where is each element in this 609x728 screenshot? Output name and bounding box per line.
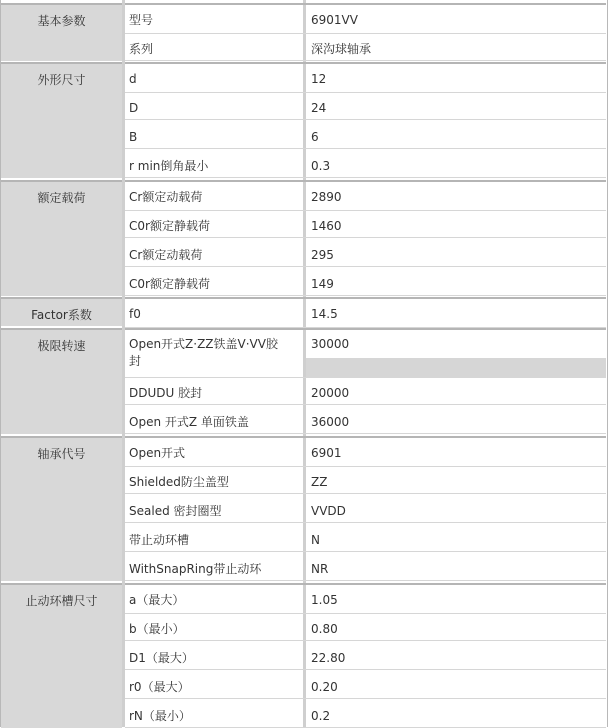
param-name: rN（最小） [129, 709, 191, 723]
param-name: Open开式Z·ZZ铁盖V·VV胶封 [129, 337, 278, 368]
param-name: Open开式 [129, 446, 186, 460]
param-value: 0.2 [311, 709, 331, 723]
group-cell [1, 3, 122, 61]
shaded-cell [306, 358, 606, 377]
param-value: 22.80 [311, 651, 346, 665]
param-name: r min倒角最小 [129, 159, 209, 173]
param-value: N [311, 533, 320, 547]
param-name: 带止动环槽 [129, 533, 190, 547]
param-name: Open 开式Z 单面铁盖 [129, 415, 249, 429]
param-value: 0.20 [311, 680, 338, 694]
param-value: 6901 [311, 446, 342, 460]
group-cell [1, 297, 122, 326]
param-value: 0.80 [311, 622, 338, 636]
param-value: 6 [311, 130, 319, 144]
group-cell [1, 328, 122, 434]
param-value: 14.5 [311, 307, 338, 321]
param-value: ZZ [311, 475, 328, 489]
group-cell [1, 436, 122, 581]
param-name: C0r额定静载荷 [129, 219, 210, 233]
param-value: VVDD [311, 504, 346, 518]
param-value: 6901VV [311, 13, 358, 27]
group-cell [1, 583, 122, 728]
param-name: a（最大） [129, 593, 185, 607]
param-value: 24 [311, 101, 327, 115]
group-label: 基本参数 [37, 14, 86, 28]
param-name: DDUDU 胶封 [129, 386, 203, 400]
param-value: 36000 [311, 415, 350, 429]
param-value: 1460 [311, 219, 342, 233]
group-label: Factor系数 [31, 308, 92, 322]
param-name: 系列 [129, 42, 154, 56]
table-right-border [607, 0, 608, 727]
param-value: 30000 [311, 337, 350, 351]
param-value: 295 [311, 248, 334, 262]
param-value: 2890 [311, 190, 342, 204]
group-label: 轴承代号 [37, 447, 86, 461]
param-name: r0（最大） [129, 680, 190, 694]
param-name: d [129, 72, 137, 86]
param-value: NR [311, 562, 329, 576]
param-name: D [129, 101, 139, 115]
param-name: Sealed 密封圈型 [129, 504, 222, 518]
param-name: f0 [129, 307, 141, 321]
param-name: B [129, 130, 138, 144]
param-name: Cr额定动载荷 [129, 248, 203, 262]
group-label: 额定载荷 [37, 191, 86, 205]
group-label: 极限转速 [37, 339, 86, 353]
group-cell [1, 180, 122, 296]
param-name: D1（最大） [129, 651, 194, 665]
param-value: 0.3 [311, 159, 331, 173]
param-value: 20000 [311, 386, 350, 400]
group-label: 外形尺寸 [37, 73, 86, 87]
param-name: WithSnapRing带止动环 [129, 562, 262, 576]
group-label: 止动环槽尺寸 [25, 594, 98, 608]
param-name: b（最小） [129, 622, 185, 636]
param-value: 149 [311, 277, 334, 291]
param-name: C0r额定静载荷 [129, 277, 210, 291]
param-name: 型号 [129, 13, 154, 27]
group-cell [1, 62, 122, 178]
param-value: 1.05 [311, 593, 338, 607]
param-name: Cr额定动载荷 [129, 190, 203, 204]
param-value: 深沟球轴承 [311, 42, 372, 56]
param-value: 12 [311, 72, 327, 86]
param-name: Shielded防尘盖型 [129, 475, 229, 489]
